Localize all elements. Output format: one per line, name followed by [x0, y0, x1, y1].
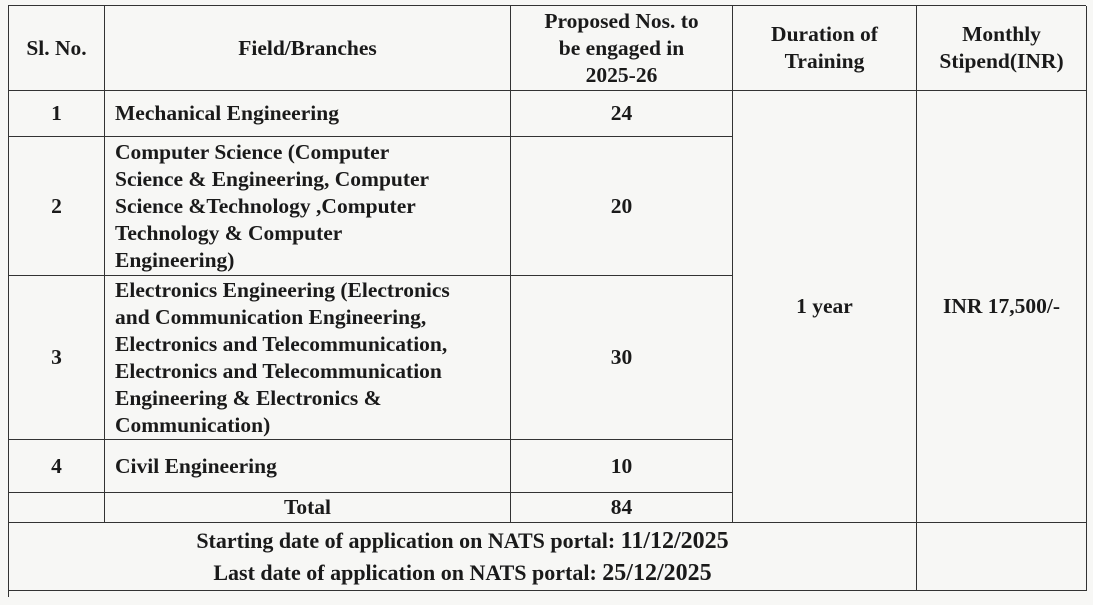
total-empty-cell [9, 493, 105, 523]
header-duration-line: Duration of [771, 22, 878, 46]
row-nos-text: 24 [610, 101, 633, 125]
start-date-label: Starting date of application on NATS portal: [196, 527, 621, 553]
row-sl-text: 1 [51, 101, 62, 125]
header-stipend-line: Monthly [962, 22, 1041, 46]
header-stipend-line: Stipend(INR) [939, 49, 1064, 73]
row-field-line: Computer Science (Computer [115, 139, 390, 164]
header-duration-line: Training [784, 49, 865, 73]
row-sl-text: 2 [51, 193, 62, 218]
header-field [105, 6, 511, 91]
row-nos [511, 440, 733, 493]
row-field-line: Engineering) [115, 247, 235, 272]
row-field-line: Civil Engineering [115, 453, 277, 478]
start-date-line [196, 525, 728, 557]
row-field-line: Electronics Engineering (Electronics [115, 277, 450, 302]
header-duration [733, 6, 917, 91]
row-sl [9, 137, 105, 276]
total-value: 84 [610, 495, 633, 519]
header-proposed-line: be engaged in [558, 35, 685, 60]
footer-empty-cell [917, 523, 1087, 591]
header-proposed [511, 6, 733, 91]
stipend-value: INR 17,500/- [942, 294, 1061, 318]
row-sl-text: 3 [51, 345, 62, 369]
row-sl-text: 4 [51, 453, 62, 478]
stipend-cell [917, 91, 1087, 523]
start-date-value: 11/12/2025 [620, 527, 729, 554]
header-proposed-line: 2025-26 [585, 62, 658, 87]
row-field [105, 137, 511, 276]
header-stipend [917, 6, 1087, 91]
row-sl [9, 91, 105, 137]
row-field [105, 276, 511, 440]
header-proposed-line: Proposed Nos. to [544, 8, 699, 33]
row-field-line: Science &Technology ,Computer [115, 193, 416, 218]
row-field [105, 91, 511, 137]
last-date-value: 25/12/2025 [602, 559, 712, 586]
row-sl [9, 440, 105, 493]
apprenticeship-table [8, 5, 1086, 597]
row-nos [511, 91, 733, 137]
total-label-cell [105, 493, 511, 523]
duration-cell [733, 91, 917, 523]
row-nos-text: 30 [610, 345, 633, 369]
row-field-line: Electronics and Telecommunication, [115, 331, 448, 356]
row-field-line: Communication) [115, 412, 271, 437]
header-sl-no [9, 6, 105, 91]
header-sl-no-text: Sl. No. [26, 35, 87, 60]
last-date-line [213, 557, 711, 589]
row-field-line: Science & Engineering, Computer [115, 166, 430, 191]
total-value-cell [511, 493, 733, 523]
row-field-line: and Communication Engineering, [115, 304, 427, 329]
total-label: Total [284, 495, 331, 519]
row-field-line: Engineering & Electronics & [115, 385, 382, 410]
last-date-label: Last date of application on NATS portal: [213, 559, 603, 585]
row-field [105, 440, 511, 493]
application-dates [9, 523, 917, 591]
row-nos-text: 20 [610, 193, 633, 218]
row-field-line: Electronics and Telecommunication [115, 358, 442, 383]
row-field-line: Technology & Computer [115, 220, 343, 245]
row-nos [511, 276, 733, 440]
row-nos-text: 10 [610, 453, 633, 478]
duration-value: 1 year [796, 294, 853, 318]
row-nos [511, 137, 733, 276]
row-sl [9, 276, 105, 440]
header-field-text: Field/Branches [238, 35, 377, 60]
row-field-line: Mechanical Engineering [115, 101, 339, 125]
